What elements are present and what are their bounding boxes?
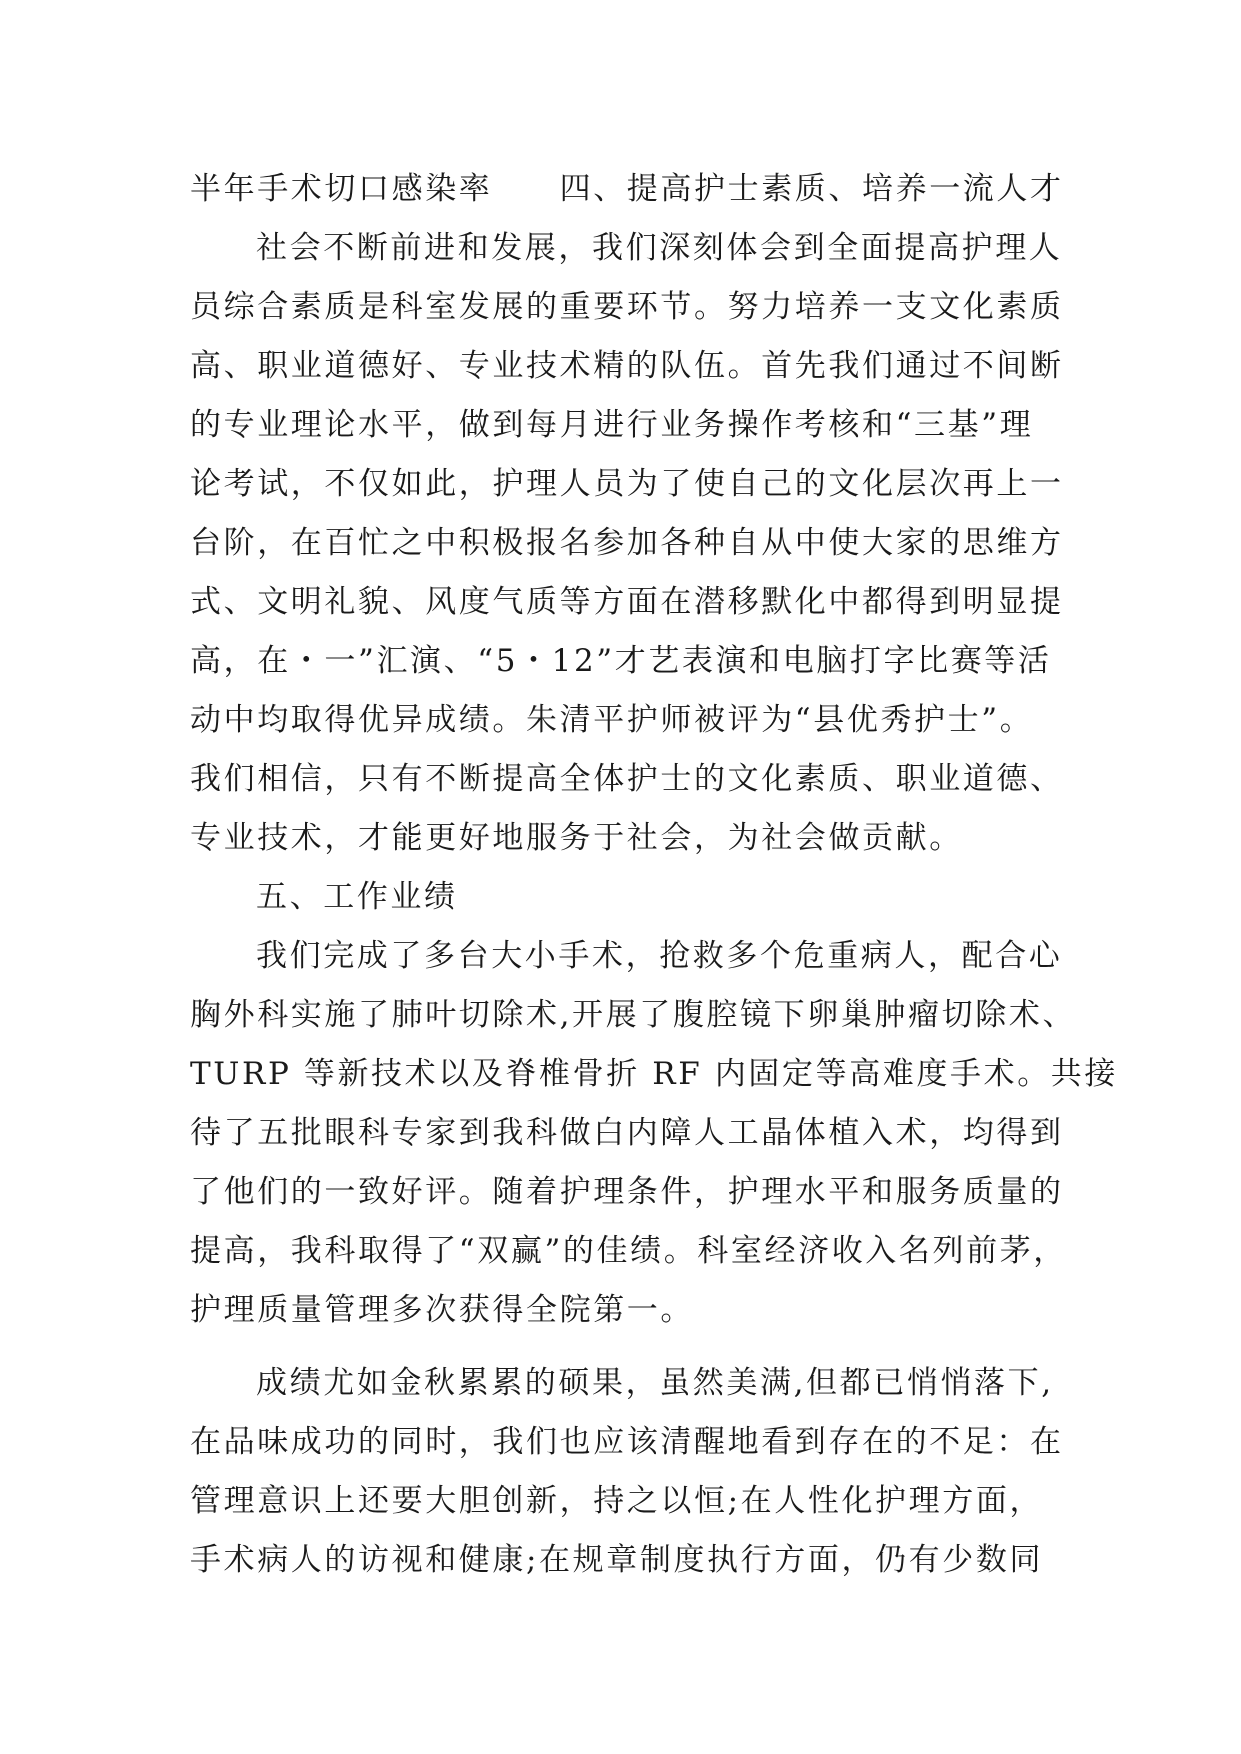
text-line: 成绩尤如金秋累累的硕果，虽然美满,但都已悄悄落下, — [256, 1365, 1054, 1401]
text-line: 社会不断前进和发展，我们深刻体会到全面提高护理人 — [256, 230, 1063, 266]
text-line: 提高，我科取得了“双赢”的佳绩。科室经济收入名列前茅， — [190, 1233, 1067, 1269]
text-line: 高，在・一”汇演、“5・12”才艺表演和电脑打字比赛等活 — [190, 643, 1052, 679]
text-line: 论考试，不仅如此，护理人员为了使自己的文化层次再上一 — [190, 466, 1064, 502]
text-line: 的专业理论水平，做到每月进行业务操作考核和“三基”理 — [190, 407, 1034, 443]
document-body — [190, 160, 1119, 1590]
text-line: 员综合素质是科室发展的重要环节。努力培养一支文化素质 — [190, 289, 1064, 325]
text-line: 管理意识上还要大胆创新，持之以恒;在人性化护理方面， — [190, 1483, 1044, 1519]
text-line: 手术病人的访视和健康;在规章制度执行方面，仍有少数同 — [190, 1542, 1044, 1578]
text-line: 护理质量管理多次获得全院第一。 — [190, 1292, 694, 1328]
text-line: TURP 等新技术以及脊椎骨折 RF 内固定等高难度手术。共接 — [190, 1056, 1119, 1092]
text-line: 在品味成功的同时，我们也应该清醒地看到存在的不足：在 — [190, 1424, 1064, 1460]
text-line: 我们相信，只有不断提高全体护士的文化素质、职业道德、 — [190, 761, 1064, 797]
text-line: 我们完成了多台大小手术，抢救多个危重病人，配合心 — [256, 938, 1063, 974]
text-line: 胸外科实施了肺叶切除术,开展了腹腔镜下卵巢肿瘤切除术、 — [190, 997, 1077, 1033]
text-line: 专业技术，才能更好地服务于社会，为社会做贡献。 — [190, 820, 963, 856]
section-heading: 五、工作业绩 — [256, 879, 458, 915]
text-line: 了他们的一致好评。随着护理条件，护理水平和服务质量的 — [190, 1174, 1064, 1210]
text-line: 动中均取得优异成绩。朱清平护师被评为“县优秀护士”。 — [190, 702, 1034, 738]
paragraph-gap — [190, 1340, 1052, 1354]
text-line: 式、文明礼貌、风度气质等方面在潜移默化中都得到明显提 — [190, 584, 1064, 620]
text-line: 半年手术切口感染率 四、提高护士素质、培养一流人才 — [190, 171, 1064, 207]
text-line: 待了五批眼科专家到我科做白内障人工晶体植入术，均得到 — [190, 1115, 1064, 1151]
text-line: 高、职业道德好、专业技术精的队伍。首先我们通过不间断 — [190, 348, 1064, 384]
text-line: 台阶，在百忙之中积极报名参加各种自从中使大家的思维方 — [190, 525, 1064, 561]
